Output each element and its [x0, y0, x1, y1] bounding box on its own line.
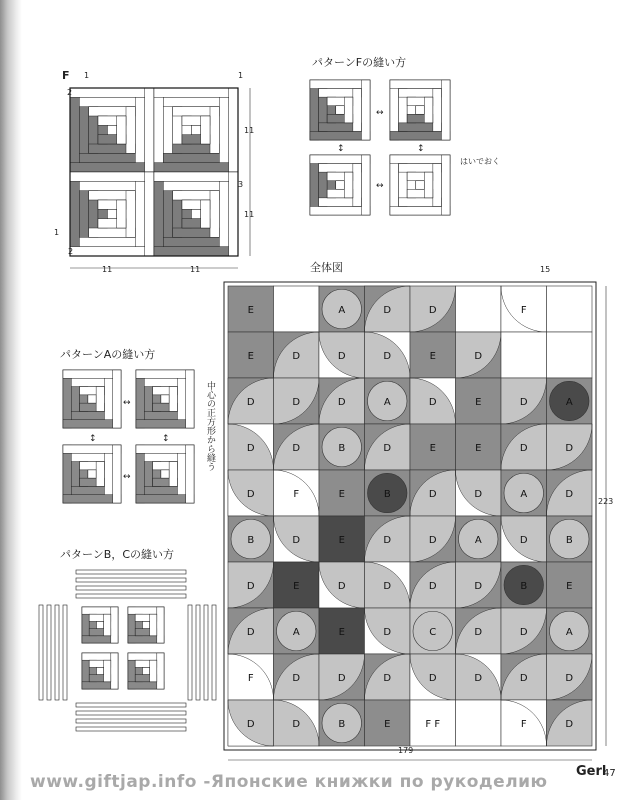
block-f-quadrant-strip	[135, 181, 144, 246]
strip-piece	[76, 727, 186, 731]
pattern-f-block-strip	[424, 172, 433, 198]
pattern-a-block-strip	[136, 445, 194, 453]
block-f-quadrant-strip	[70, 88, 79, 172]
quilt-cell-label: C	[429, 627, 437, 638]
quilt-cell-label: D	[519, 443, 528, 454]
quilt-cell-label: D	[292, 673, 301, 684]
block-f-mark-2: 2	[67, 88, 73, 97]
quilt-cell-label: B	[520, 581, 528, 592]
quilt-cell	[501, 332, 547, 378]
pattern-f-block-center	[416, 181, 425, 190]
pattern-a-block-strip	[169, 387, 177, 412]
pattern-a-block-strip	[63, 445, 71, 503]
quilt-cell	[547, 286, 593, 332]
strip-piece	[188, 605, 192, 700]
pattern-a-block-strip	[113, 445, 121, 503]
pattern-f-block-strip	[310, 155, 319, 215]
block-f-quadrant-strip	[210, 107, 219, 154]
block-f-diagram	[62, 80, 262, 280]
quilt-cell-label: D	[519, 627, 528, 638]
quilt-cell-label: E	[429, 443, 436, 454]
strip-piece	[76, 703, 186, 707]
block-f-quadrant-strip	[79, 153, 144, 162]
pattern-bc-block-strip	[157, 653, 164, 689]
block-f-quadrant-strip	[154, 172, 163, 256]
page-number: 47	[603, 768, 616, 779]
quilt-cell-label: D	[246, 627, 255, 638]
quilt-cell-label: E	[338, 535, 345, 546]
quilt-cell-label: E	[338, 627, 345, 638]
pattern-f-block-strip	[344, 97, 353, 123]
quilt-cell-label: D	[565, 673, 574, 684]
pattern-f-block-strip	[310, 80, 319, 140]
pattern-a-block-strip	[186, 445, 194, 503]
pattern-f-block-strip	[390, 80, 399, 140]
watermark-text: www.giftjap.info -Японские книжки по рукоделию	[30, 772, 548, 792]
quilt-cell-label: D	[474, 581, 483, 592]
block-f-quadrant-strip	[79, 237, 144, 246]
step-arrow: ↔	[123, 472, 131, 482]
pattern-a-block-strip	[169, 462, 177, 487]
pattern-f-block-strip	[361, 80, 370, 140]
pattern-a-block-strip	[136, 445, 144, 503]
pattern-f-block-strip	[344, 172, 353, 198]
pattern-a-block-strip	[63, 420, 121, 428]
quilt-cell-label: D	[337, 673, 346, 684]
pattern-bc-block-strip	[104, 660, 111, 682]
quilt-cell-label: A	[520, 489, 528, 500]
quilt-cell-label: D	[292, 443, 301, 454]
hold-note: はいでおく	[460, 157, 500, 166]
block-f-quadrant-center	[107, 125, 116, 134]
pattern-a-block-center	[88, 470, 96, 478]
quilt-cell-label: E	[475, 397, 482, 408]
pattern-a-block-strip	[136, 495, 194, 503]
quilt-cell-label: A	[383, 397, 391, 408]
pattern-a-block-strip	[136, 370, 194, 378]
pattern-f-heading: パターンFの縫い方	[312, 56, 407, 69]
pattern-f-block-strip	[433, 164, 442, 207]
block-f-quadrant-strip	[163, 97, 228, 106]
block-f-quadrant-strip	[70, 88, 154, 97]
block-f-dim-bottom-left: 11	[102, 265, 113, 274]
pattern-f-block-strip	[310, 206, 370, 215]
block-f-mark-5: 1	[54, 228, 60, 237]
pattern-a-block-strip	[96, 387, 104, 412]
block-f-dim-right-top: 11	[244, 126, 255, 135]
quilt-cell-label: B	[338, 719, 346, 730]
quilt-cell-label: D	[383, 535, 392, 546]
overall-heading: 全体図	[310, 261, 343, 274]
step-arrow: ↕	[162, 434, 170, 444]
block-f-quadrant-strip	[210, 191, 219, 238]
quilt-cell-label: D	[383, 627, 392, 638]
pattern-a-block-strip	[104, 453, 112, 494]
block-f-quadrant-strip	[219, 181, 228, 246]
quilt-cell-label: A	[565, 627, 573, 638]
block-f-quadrant-center	[191, 209, 200, 218]
page-binding-shadow	[0, 0, 22, 800]
pattern-bc-block-strip	[104, 614, 111, 636]
pattern-a-block-strip	[63, 445, 121, 453]
quilt-cell-label: F	[247, 673, 254, 684]
pattern-f-block-strip	[390, 155, 450, 164]
block-f-quadrant-strip	[154, 172, 238, 181]
block-f-quadrant-strip	[163, 181, 172, 246]
quilt-cell-label: D	[428, 535, 437, 546]
pattern-f-block-strip	[353, 164, 362, 207]
strip-piece	[76, 711, 186, 715]
pattern-a-block-strip	[177, 453, 185, 494]
quilt-cell-label: D	[428, 397, 437, 408]
quilt-cell-label: D	[292, 397, 301, 408]
quilt-cell-label: F	[520, 719, 527, 730]
pattern-a-block-strip	[63, 495, 121, 503]
block-f-quadrant-strip	[229, 172, 238, 256]
pattern-f-block-strip	[310, 131, 370, 140]
pattern-bc-block-strip	[111, 607, 118, 643]
quilt-cell-label: E	[247, 305, 254, 316]
quilt-cell-label: D	[519, 535, 528, 546]
quilt-cell-label: D	[292, 535, 301, 546]
quilt-cell-label: B	[247, 535, 255, 546]
pattern-bc-heading: パターンB，Cの縫い方	[60, 548, 175, 561]
pattern-a-block-strip	[63, 370, 71, 428]
pattern-bc-block-strip	[157, 607, 164, 643]
block-f-quadrant-strip	[79, 181, 144, 190]
quilt-cell-label: F	[293, 489, 300, 500]
strip-piece	[76, 586, 186, 590]
pattern-f-block-strip	[390, 206, 450, 215]
pattern-bc-block-strip	[150, 660, 157, 682]
pattern-f-block-strip	[441, 80, 450, 140]
block-f-quadrant-strip	[163, 97, 172, 162]
pattern-a-block-strip	[186, 370, 194, 428]
block-f-quadrant-strip	[163, 237, 228, 246]
block-f-quadrant-strip	[229, 88, 238, 172]
quilt-cell-label: D	[428, 305, 437, 316]
block-f-mark-6: 2	[68, 247, 74, 256]
quilt-cell-label: F F	[425, 719, 441, 730]
pattern-f-block-strip	[424, 97, 433, 123]
quilt-cell-label: D	[565, 443, 574, 454]
block-f-mark-1: 1	[84, 71, 90, 80]
block-f-quadrant-center	[191, 125, 200, 134]
quilt-dim-right: 223	[598, 497, 614, 506]
pattern-f-block-strip	[310, 80, 370, 89]
step-arrow: ↕	[417, 144, 425, 154]
block-f-quadrant-strip	[126, 191, 135, 238]
quilt-cell	[274, 286, 320, 332]
quilt-cell-label: B	[338, 443, 346, 454]
pattern-a-block-strip	[136, 420, 194, 428]
strip-piece	[196, 605, 200, 700]
block-f-quadrant-strip	[154, 88, 163, 172]
quilt-cell-label: D	[383, 581, 392, 592]
quilt-cell-label: D	[292, 719, 301, 730]
quilt-cell-label: A	[565, 397, 573, 408]
step-arrow: ↔	[123, 398, 131, 408]
pattern-a-block-strip	[104, 378, 112, 419]
quilt-cell-label: D	[246, 397, 255, 408]
block-f-dim-right-bottom: 11	[244, 210, 255, 219]
block-f-quadrant-strip	[163, 153, 228, 162]
quilt-cell-label: D	[383, 673, 392, 684]
block-f-quadrant-strip	[79, 181, 88, 246]
quilt-cell	[456, 286, 502, 332]
block-f-quadrant-strip	[154, 88, 238, 97]
pattern-f-block-strip	[390, 155, 399, 215]
quilt-cell-label: D	[383, 443, 392, 454]
pattern-bc-block-center	[142, 621, 149, 628]
pattern-a-block-strip	[177, 378, 185, 419]
block-f-mark-3: 1	[238, 71, 244, 80]
quilt-cell-label: B	[565, 535, 573, 546]
pattern-bc-block-center	[96, 621, 103, 628]
pattern-a-block-center	[161, 470, 169, 478]
step-arrow: ↔	[376, 108, 384, 118]
quilt-cell-label: E	[566, 581, 573, 592]
quilt-cell-label: A	[292, 627, 300, 638]
block-f-mark-4: 3	[238, 180, 244, 189]
pattern-a-block-strip	[63, 370, 121, 378]
quilt-cell-label: D	[519, 673, 528, 684]
pattern-bc-steps	[36, 565, 221, 735]
pattern-bc-block-strip	[111, 653, 118, 689]
quilt-cell-label: D	[474, 673, 483, 684]
quilt-cell-label: D	[519, 397, 528, 408]
quilt-cell-label: D	[428, 673, 437, 684]
block-f-quadrant-strip	[163, 181, 228, 190]
block-f-quadrant-strip	[201, 200, 210, 228]
strip-piece	[76, 594, 186, 598]
publisher-name: Gerl	[576, 764, 607, 779]
pattern-f-block-strip	[433, 89, 442, 132]
block-f-quadrant-strip	[135, 97, 144, 162]
quilt-cell-label: F	[520, 305, 527, 316]
pattern-a-block-strip	[96, 462, 104, 487]
block-f-quadrant-strip	[70, 172, 79, 256]
quilt-cell-label: A	[474, 535, 482, 546]
quilt-cell-label: D	[474, 489, 483, 500]
block-f-label: F	[62, 69, 70, 82]
block-f-dim-bottom-right: 11	[190, 265, 201, 274]
quilt-cell-label: D	[474, 627, 483, 638]
pattern-f-block-center	[416, 106, 425, 115]
pattern-a-block-strip	[136, 370, 144, 428]
pattern-f-block-center	[336, 181, 345, 190]
step-arrow: ↕	[89, 434, 97, 444]
block-f-quadrant-strip	[70, 247, 154, 256]
pattern-a-block-center	[161, 395, 169, 403]
quilt-cell-label: E	[293, 581, 300, 592]
strip-piece	[76, 719, 186, 723]
pattern-bc-block-strip	[150, 614, 157, 636]
quilt-cell	[456, 700, 502, 746]
quilt-cell-label: E	[247, 351, 254, 362]
block-f-quadrant-center	[107, 209, 116, 218]
block-f-quadrant-strip	[201, 116, 210, 144]
quilt-cell-label: E	[475, 443, 482, 454]
block-f-quadrant-strip	[70, 163, 154, 172]
quilt-cell-label: E	[338, 489, 345, 500]
strip-piece	[63, 605, 67, 700]
quilt-dim-bottom: 179	[398, 746, 414, 755]
pattern-f-block-strip	[310, 155, 370, 164]
block-f-quadrant-strip	[154, 247, 238, 256]
pattern-f-block-center	[336, 106, 345, 115]
pattern-bc-block-center	[142, 667, 149, 674]
step-arrow: ↕	[337, 144, 345, 154]
block-f-quadrant-strip	[70, 172, 154, 181]
quilt-cell-label: D	[246, 719, 255, 730]
pattern-f-block-strip	[353, 89, 362, 132]
block-f-quadrant-strip	[126, 107, 135, 154]
quilt-cell-label: E	[384, 719, 391, 730]
quilt-cell-label: E	[429, 351, 436, 362]
quilt-cell-label: D	[383, 305, 392, 316]
pattern-f-block-strip	[390, 80, 450, 89]
pattern-f-block-strip	[361, 155, 370, 215]
pattern-a-heading: パターンAの縫い方	[60, 348, 156, 361]
block-f-quadrant-strip	[145, 88, 154, 172]
block-f-quadrant-strip	[117, 200, 126, 228]
quilt-cell-label: A	[338, 305, 346, 316]
quilt-cell-label: D	[565, 719, 574, 730]
pattern-a-steps	[58, 365, 208, 525]
overall-quilt-diagram	[222, 270, 617, 760]
quilt-cell-label: D	[246, 581, 255, 592]
block-f-quadrant-strip	[79, 97, 88, 162]
quilt-cell	[547, 332, 593, 378]
quilt-cell-label: D	[337, 397, 346, 408]
block-f-quadrant-strip	[219, 97, 228, 162]
strip-piece	[47, 605, 51, 700]
quilt-cell-label: D	[246, 489, 255, 500]
strip-piece	[76, 578, 186, 582]
quilt-cell-label: D	[565, 489, 574, 500]
quilt-cell-label: D	[337, 351, 346, 362]
block-f-quadrant-strip	[154, 163, 238, 172]
block-f-quadrant-strip	[117, 116, 126, 144]
center-note: 中心の正方形から縫う	[205, 381, 215, 471]
quilt-cell-label: D	[428, 581, 437, 592]
pattern-bc-block-center	[96, 667, 103, 674]
pattern-a-block-center	[88, 395, 96, 403]
block-f-quadrant-strip	[145, 172, 154, 256]
quilt-cell-label: D	[337, 581, 346, 592]
strip-piece	[55, 605, 59, 700]
strip-piece	[204, 605, 208, 700]
pattern-f-block-strip	[441, 155, 450, 215]
quilt-cell-label: D	[474, 351, 483, 362]
quilt-cell-label: B	[383, 489, 391, 500]
quilt-dim-top: 15	[540, 265, 551, 274]
step-arrow: ↔	[376, 181, 384, 191]
block-f-quadrant-strip	[79, 97, 144, 106]
quilt-cell-label: D	[428, 489, 437, 500]
pattern-f-steps	[305, 75, 465, 225]
quilt-cell-label: D	[383, 351, 392, 362]
quilt-cell-label: D	[292, 351, 301, 362]
quilt-cell-label: D	[246, 443, 255, 454]
pattern-a-block-strip	[113, 370, 121, 428]
pattern-f-block-strip	[390, 131, 450, 140]
strip-piece	[76, 570, 186, 574]
strip-piece	[212, 605, 216, 700]
strip-piece	[39, 605, 43, 700]
